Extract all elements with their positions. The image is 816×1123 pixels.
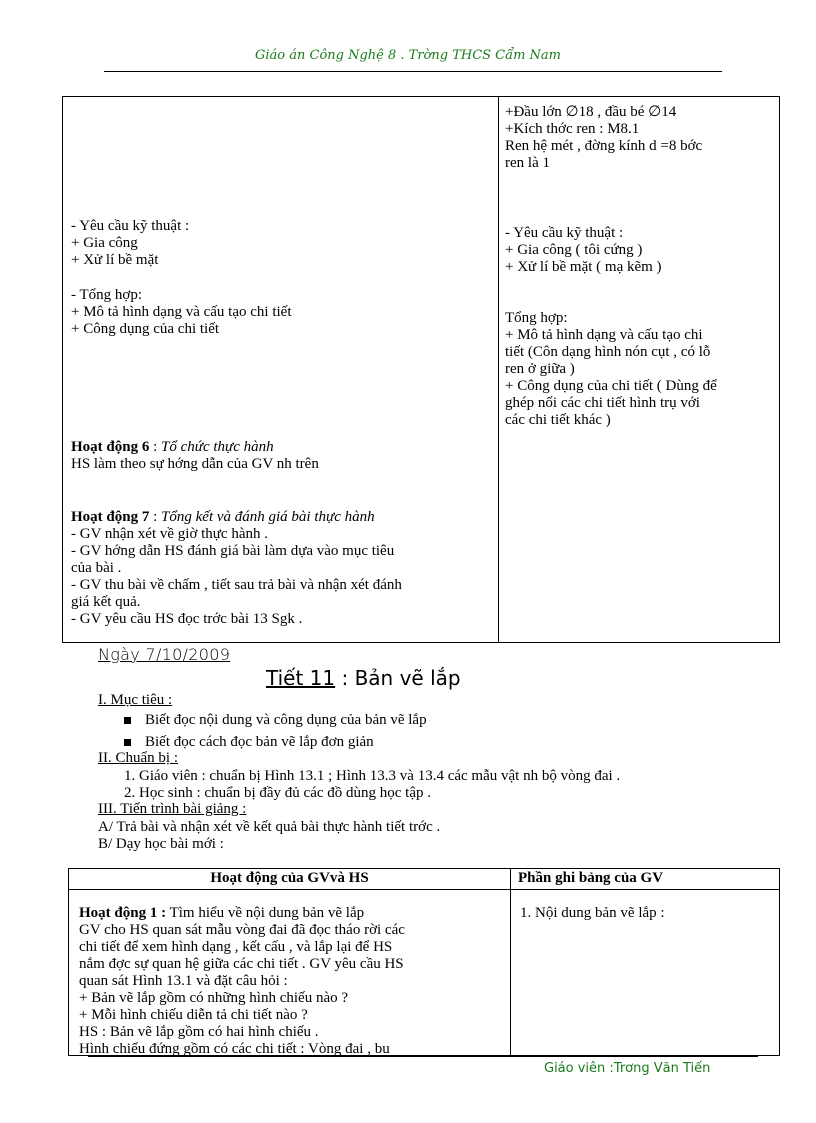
right-requirements: [505, 225, 775, 276]
activity-1: [79, 905, 509, 1058]
right-spec-block: [505, 104, 775, 172]
activity-6-text: HS làm theo sự hớng dẫn của GV nh trên: [71, 456, 319, 472]
activity-7: Hoạt động 7 : Tổng kết và đánh giá bài thực hành - GV nhận xét về giờ thực hành . - GV hớng dẫn HS đánh giá bài làm dựa vào mục tiêu của bài . - GV thu bài về chấm , tiết sau trả bài và nhận xét đánh giá kết quả. - GV yêu cầu HS đọc trớc bài 13 Sgk .: [71, 509, 496, 628]
board-notes: [520, 905, 790, 922]
activity-1-title: Tìm hiểu về nội dung bản vẽ lắp: [166, 905, 365, 921]
activity-6-label: Hoạt động 6: [71, 439, 150, 455]
activity-table-continued: [62, 96, 780, 643]
step-a: A/ Trả bài và nhận xét về kết quả bài thực hành tiết trớc .: [98, 819, 441, 835]
text-line: - GV nhận xét về giờ thực hành .: [71, 526, 268, 542]
bullet-icon: [124, 717, 131, 724]
column-divider: [510, 869, 511, 1055]
spec-line: Ren hệ mét , đờng kính d =8 bớc: [505, 138, 703, 154]
spec-line: +Kích thớc ren : M8.1: [505, 121, 640, 137]
text-line: giá kết quả.: [71, 594, 141, 610]
page-header: Giáo án Công Nghệ 8 . Trờng THCS Cẩm Nam: [254, 48, 562, 63]
activity-6-title: Tổ chức thực hành: [161, 439, 274, 455]
text-line: nắm đợc sự quan hệ giữa các chi tiết . GV yêu cầu HS: [79, 956, 404, 972]
text-line: - GV hớng dẫn HS đánh giá bài làm dựa vào mục tiêu: [71, 543, 395, 559]
text-line: + Xử lí bề mặt ( mạ kẽm ): [505, 259, 662, 275]
column-divider: [498, 97, 499, 642]
text-line: HS : Bản vẽ lắp gồm có hai hình chiếu .: [79, 1024, 319, 1040]
text-line: tiết (Côn dạng hình nón cụt , có lỗ: [505, 344, 711, 360]
text-line: các chi tiết khác ): [505, 412, 611, 428]
left-requirements: [71, 218, 496, 269]
text-line: + Xử lí bề mặt: [71, 252, 159, 268]
text-line: ren ở giữa ): [505, 361, 575, 377]
text-line: + Gia công ( tôi cứng ): [505, 242, 643, 258]
prep-item: 1. Giáo viên : chuẩn bị Hình 13.1 ; Hình 13.3 và 13.4 các mẫu vật nh bộ vòng đai .: [124, 768, 621, 784]
section-progress: III. Tiến trình bài giảng :: [98, 801, 247, 817]
header-rule: [104, 71, 722, 72]
section-objectives: I. Mục tiêu :: [98, 692, 173, 708]
goal-text: Biết đọc cách đọc bản vẽ lắp đơn giản: [145, 734, 374, 750]
text-line: chi tiết để xem hình dạng , kết cấu , và lắp lại để HS: [79, 939, 393, 955]
text-line: Hình chiếu đứng gồm có các chi tiết : Vòng đai , bu: [79, 1041, 390, 1057]
right-summary: [505, 310, 775, 429]
text-line: của bài .: [71, 560, 122, 576]
board-item: 1. Nội dung bản vẽ lắp :: [520, 905, 665, 921]
footer-rule: [88, 1056, 758, 1057]
header-divider: [69, 889, 779, 890]
text-line: ghép nối các chi tiết hình trụ với: [505, 395, 700, 411]
column-header-board: Phần ghi bảng của GV: [518, 870, 664, 886]
activity-6: Hoạt động 6 : Tổ chức thực hành HS làm theo sự hớng dẫn của GV nh trên: [71, 439, 496, 473]
text-line: - GV yêu cầu HS đọc trớc bài 13 Sgk .: [71, 611, 303, 627]
left-summary: [71, 287, 496, 338]
lesson-name: Bản vẽ lắp: [354, 666, 461, 690]
activity-table: [68, 868, 780, 1056]
page-footer: Giáo viên :Trơng Văn Tiến: [544, 1061, 711, 1076]
text-line: + Mô tả hình dạng và cấu tạo chi tiết: [71, 304, 292, 320]
text-line: - Tổng hợp:: [71, 287, 142, 303]
prep-item: 2. Học sinh : chuẩn bị đầy đủ các đồ dùng học tập .: [124, 785, 432, 801]
text-line: + Mỗi hình chiếu diễn tả chi tiết nào ?: [79, 1007, 308, 1023]
lesson-date: Ngày 7/10/2009: [98, 645, 231, 664]
text-line: Tổng hợp:: [505, 310, 568, 326]
activity-1-label: Hoạt động 1 :: [79, 905, 167, 921]
text-line: + Gia công: [71, 235, 138, 251]
text-line: quan sát Hình 13.1 và đặt câu hỏi :: [79, 973, 288, 989]
text-line: - GV thu bài về chấm , tiết sau trả bài và nhận xét đánh: [71, 577, 402, 593]
step-b: B/ Dạy học bài mới :: [98, 836, 224, 852]
text-line: + Mô tả hình dạng và cấu tạo chi: [505, 327, 703, 343]
section-preparation: II. Chuẩn bị :: [98, 750, 178, 766]
text-line: + Bản vẽ lắp gồm có những hình chiếu nào ?: [79, 990, 349, 1006]
lesson-title: [266, 666, 461, 690]
activity-7-title: Tổng kết và đánh giá bài thực hành: [161, 509, 375, 525]
list-item: [124, 712, 427, 729]
text-line: GV cho HS quan sát mẫu vòng đai đã đọc tháo rời các: [79, 922, 405, 938]
title-separator: :: [335, 666, 355, 690]
goal-text: Biết đọc nội dung và công dụng của bản vẽ lắp: [145, 712, 427, 728]
text-line: - Yêu cầu kỹ thuật :: [71, 218, 190, 234]
bullet-icon: [124, 739, 131, 746]
text-line: + Công dụng của chi tiết: [71, 321, 220, 337]
activity-7-label: Hoạt động 7: [71, 509, 150, 525]
text-line: + Công dụng của chi tiết ( Dùng để: [505, 378, 717, 394]
spec-line: +Đầu lớn ∅18 , đầu bé ∅14: [505, 104, 677, 120]
column-header-activities: Hoạt động của GVvà HS: [210, 870, 369, 886]
lesson-number: Tiết 11: [266, 666, 336, 690]
text-line: - Yêu cầu kỹ thuật :: [505, 225, 624, 241]
spec-line: ren là 1: [505, 155, 550, 171]
list-item: [124, 734, 374, 751]
